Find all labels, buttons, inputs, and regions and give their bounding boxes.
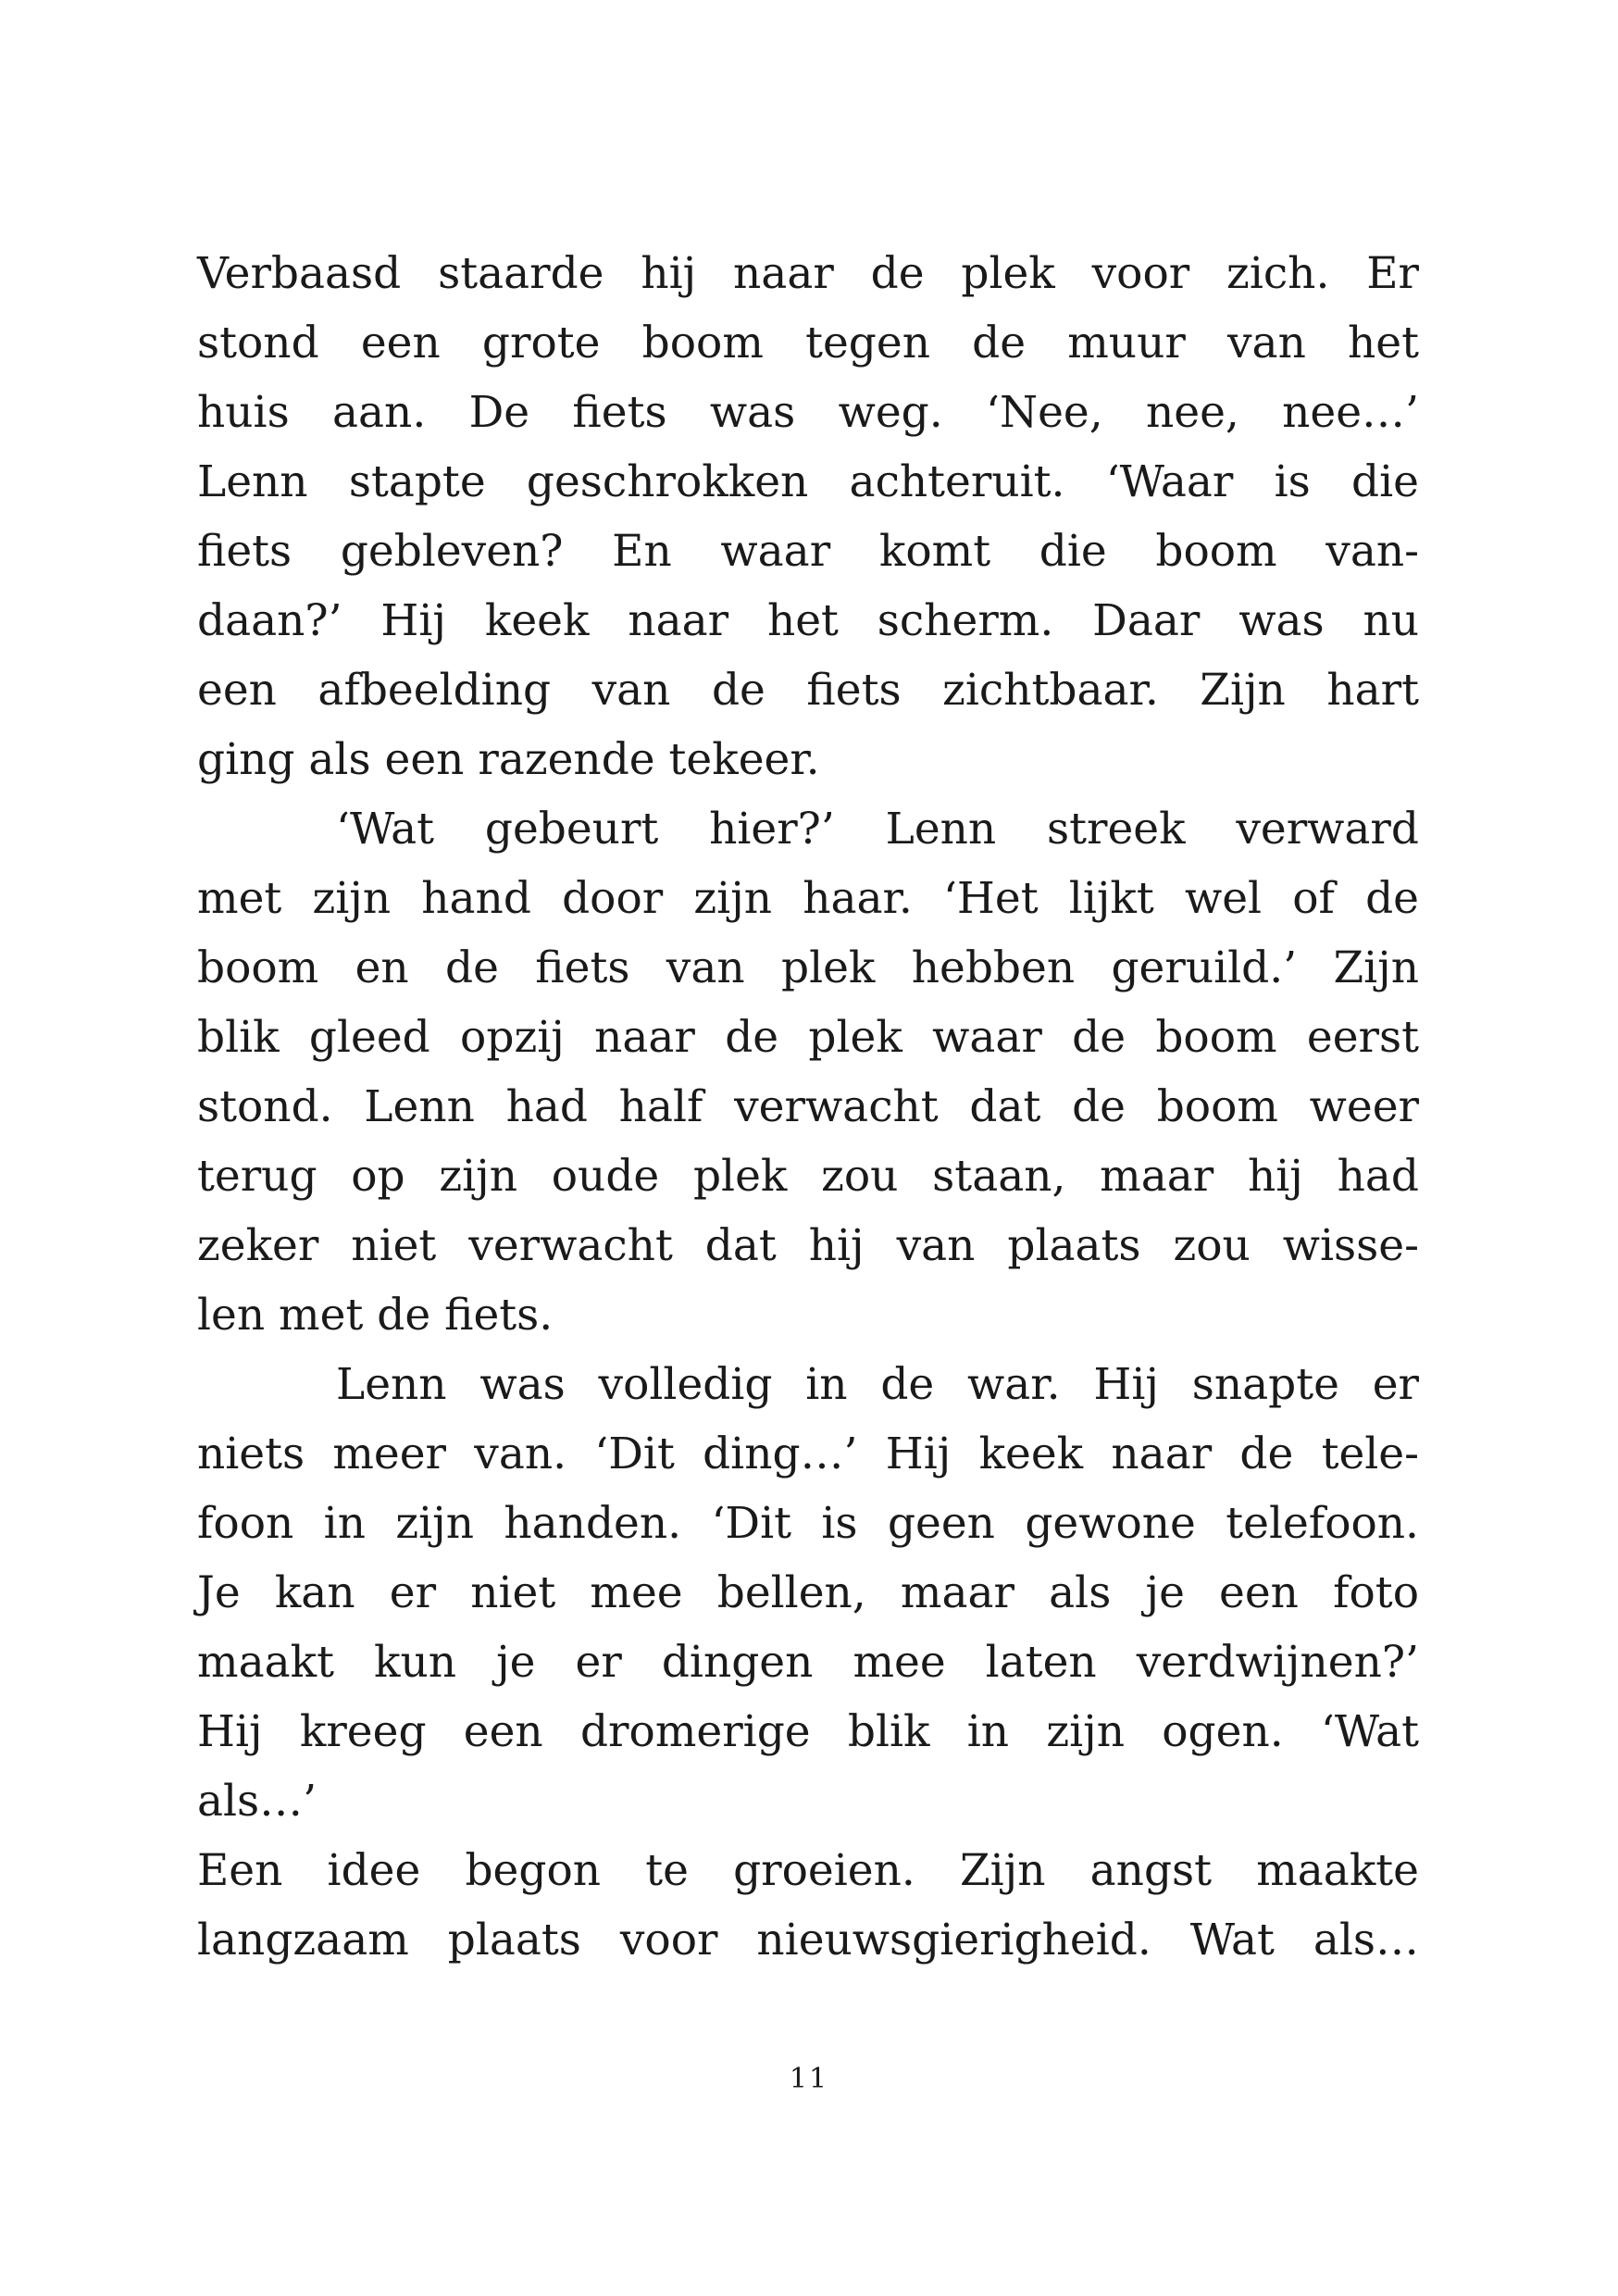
text-line: Een idee begon te groeien. Zijn angst maakte — [197, 1845, 1419, 1896]
text-line: als…’ — [197, 1776, 317, 1827]
text-line: Lenn stapte geschrokken achteruit. ‘Waar is die — [197, 456, 1419, 507]
page-number: 11 — [789, 2063, 829, 2095]
text-line: zeker niet verwacht dat hij van plaats zou wisse- — [197, 1220, 1419, 1271]
text-line: niets meer van. ‘Dit ding…’ Hij keek naar de tele- — [197, 1429, 1419, 1479]
text-line: Verbaasd staarde hij naar de plek voor zich. Er — [197, 248, 1419, 299]
text-line: huis aan. De fiets was weg. ‘Nee, nee, nee…’ — [197, 387, 1419, 438]
text-line: langzaam plaats voor nieuwsgierigheid. Wat als… — [197, 1915, 1419, 1965]
text-line: Hij kreeg een dromerige blik in zijn ogen. ‘Wat — [197, 1706, 1419, 1757]
text-line: maakt kun je er dingen mee laten verdwijnen?’ — [197, 1637, 1419, 1688]
text-line: fiets gebleven? En waar komt die boom van- — [197, 526, 1419, 577]
text-line: Je kan er niet mee bellen, maar als je een foto — [197, 1567, 1419, 1618]
text-line: een afbeelding van de fiets zichtbaar. Zijn hart — [197, 665, 1419, 716]
text-line: boom en de fiets van plek hebben geruild.’ Zijn — [197, 942, 1419, 993]
text-line: Lenn was volledig in de war. Hij snapte er — [336, 1359, 1419, 1410]
text-line: terug op zijn oude plek zou staan, maar hij had — [197, 1151, 1419, 1202]
text-line: met zijn hand door zijn haar. ‘Het lijkt wel of de — [197, 873, 1419, 924]
text-line: ging als een razende tekeer. — [197, 734, 820, 785]
text-line: daan?’ Hij keek naar het scherm. Daar was nu — [197, 595, 1419, 646]
text-line: stond een grote boom tegen de muur van het — [197, 318, 1419, 368]
body-text — [197, 239, 1419, 1975]
text-line: stond. Lenn had half verwacht dat de boom weer — [197, 1081, 1419, 1132]
text-line: ‘Wat gebeurt hier?’ Lenn streek verward — [336, 804, 1419, 855]
text-line: foon in zijn handen. ‘Dit is geen gewone telefoon. — [197, 1498, 1419, 1549]
text-line: blik gleed opzij naar de plek waar de boom eerst — [197, 1012, 1419, 1063]
text-line: len met de fiets. — [197, 1290, 554, 1341]
